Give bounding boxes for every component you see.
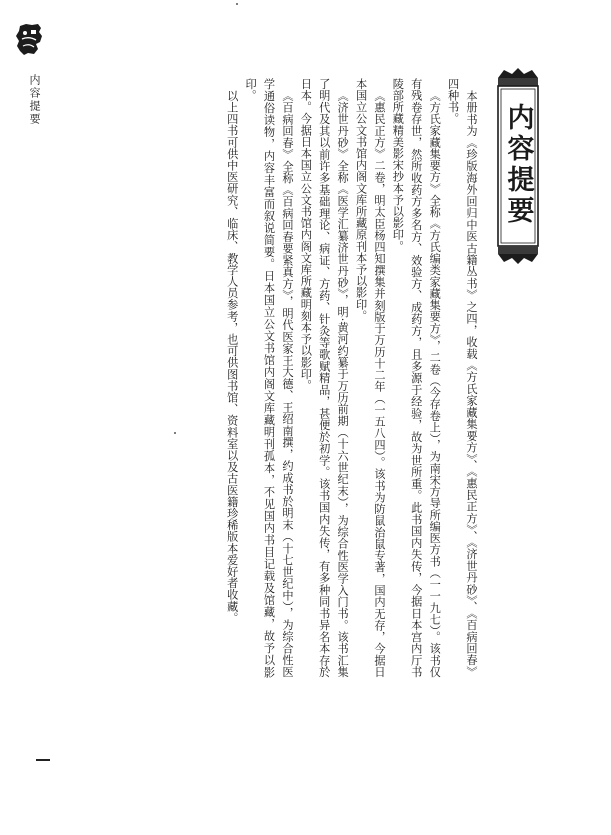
paragraph-conclusion: 以上四书可供中医研究、临床、教学人员参考，也可供图书馆、资料室以及古医籍珍稀版本爱好者收藏。 — [225, 90, 239, 624]
page-number-mark — [36, 759, 50, 761]
paragraph-intro: 本册书为《珍版海外回归中医古籍丛书》之四，收载《方氏家藏集要方》、《惠民正方》、《济世丹砂》、《百病回春》四种书。 — [446, 78, 478, 678]
paragraph-fangshi: 《方氏家藏集要方》全称《方氏编类家藏集要方》，二卷（今存卷上），为南宋方导所编医方书（一一九七）。该书仅有残卷存世，然所收药方多名方、效验方、成药方，且多源于经验，故为世所重。此书国内失传，今据日本宫内厅书陵部所藏精美影宋抄本予以影印。 — [391, 78, 442, 678]
side-section-label: 内容提要 — [28, 74, 41, 126]
scan-speck — [236, 3, 238, 5]
paragraph-jishi: 《济世丹砂》全称《医学汇纂济世丹砂》，明·黄河约纂于万历前期（十六世纪末），为综合性医学入门书。该书汇集了明代及其以前许多基础理论、病证、方药、针灸等歌赋精品，甚便於初学。该书国内失传，有多种同书异名本存於日本。今据日本国立公文书馆内阁文库所藏明刻本予以影印。 — [299, 78, 350, 678]
page-title: 内容提要 — [502, 103, 534, 227]
paragraph-huimin: 《惠民正方》二卷，明太臣杨四知撰集并刻版于万历十二年（一五八四）。该书为防鼠治鼠专著，国内无存，今据日本国立公文书馆内阁文库所藏原刊本予以影印。 — [354, 78, 386, 678]
dragon-emblem-icon — [14, 22, 44, 56]
scan-speck — [174, 432, 176, 434]
paragraph-baibing: 《百病回春》全称《百病回春要紧真方》，明代医家王大德、王绍南撰，约成书於明末（十七世纪中），为综合性医学通俗读物，内容丰富而叙说简要。日本国立公文书馆内阁文库藏明刊孤本，不见国内书目记载及馆藏，故予以影印。 — [244, 78, 294, 678]
summary-body — [225, 78, 480, 678]
